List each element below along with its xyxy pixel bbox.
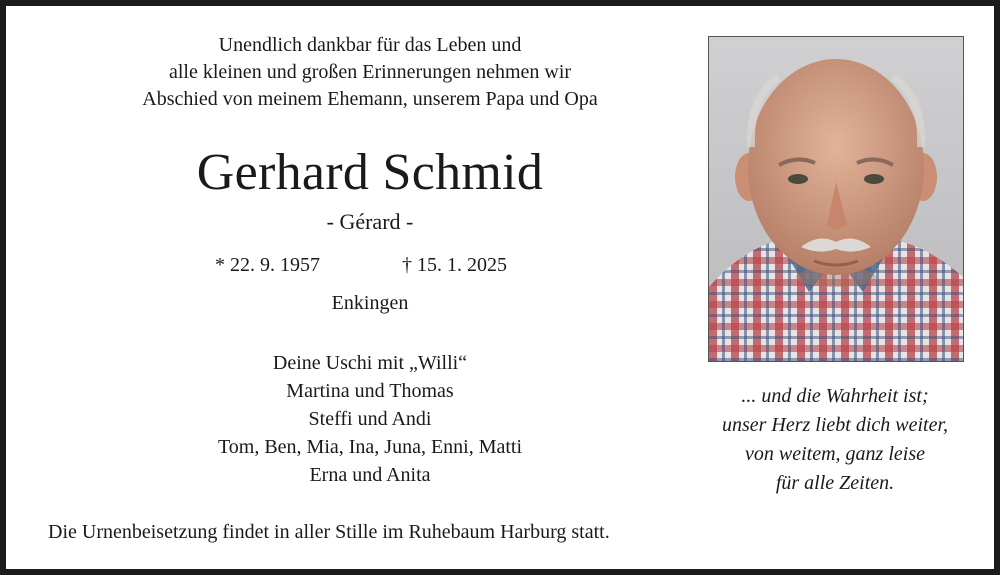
deceased-nickname: - Gérard -: [326, 209, 414, 234]
family-line: Erna und Anita: [309, 464, 431, 486]
family-line: Steffi und Andi: [308, 408, 432, 430]
family-line: Deine Uschi mit „Willi“: [272, 352, 468, 374]
quote-text: [700, 382, 970, 498]
family-line: Tom, Ben, Mia, Ina, Juna, Enni, Matti: [217, 436, 523, 458]
family-line: Martina und Thomas: [286, 380, 454, 402]
intro-line: Unendlich dankbar für das Leben und: [218, 34, 522, 56]
place-name: Enkingen: [331, 292, 409, 314]
intro-line: alle kleinen und großen Erinnerungen nehmen wir: [168, 61, 572, 83]
life-dates: [40, 250, 700, 280]
death-date: † 15. 1. 2025: [402, 254, 507, 276]
quote-line: für alle Zeiten.: [775, 472, 895, 494]
intro-text: [40, 32, 700, 113]
intro-line: Abschied von meinem Ehemann, unserem Papa und Opa: [142, 88, 598, 110]
burial-notice: Die Urnenbeisetzung findet in aller Stille im Ruhebaum Harburg statt.: [48, 521, 610, 543]
deceased-name: Gerhard Schmid: [196, 144, 544, 201]
family-list: [40, 349, 700, 489]
quote-line: unser Herz liebt dich weiter,: [721, 414, 949, 436]
portrait-photo: [708, 36, 964, 362]
portrait-illustration: [709, 37, 963, 361]
birth-date: * 22. 9. 1957: [215, 254, 320, 276]
quote-line: ... und die Wahrheit ist;: [741, 385, 929, 407]
quote-line: von weitem, ganz leise: [745, 443, 925, 465]
